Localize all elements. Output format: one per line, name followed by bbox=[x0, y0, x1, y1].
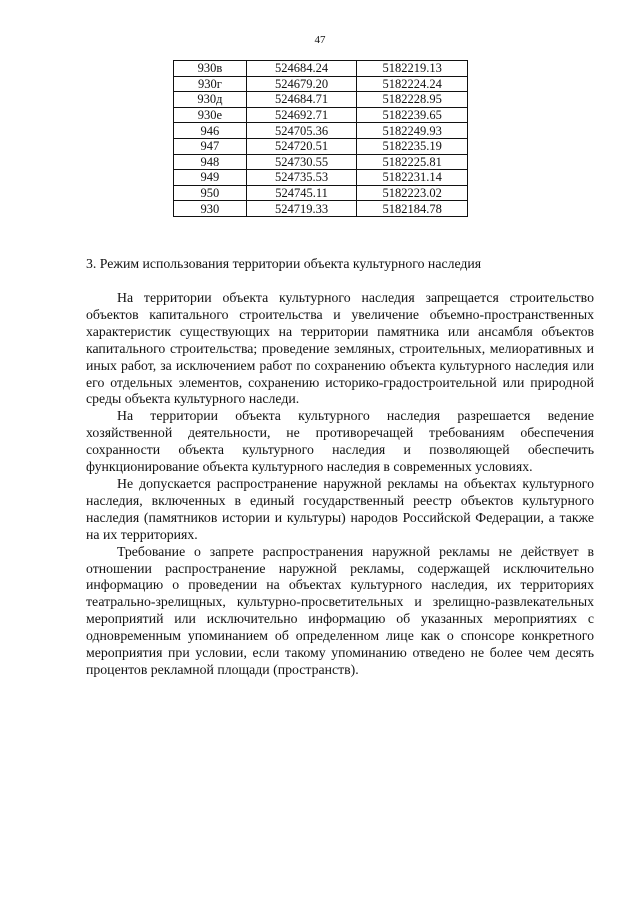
table-row bbox=[174, 107, 468, 123]
y-coordinate-cell: 5182184.78 bbox=[357, 201, 468, 217]
table-row bbox=[174, 92, 468, 108]
x-coordinate-cell: 524684.71 bbox=[246, 92, 357, 108]
x-coordinate-cell: 524730.55 bbox=[246, 154, 357, 170]
paragraph-advertising-ban: Не допускается распространение наружной рекламы на объектах культурного наследия, включенных в единый государственный реестр объектов культурного наследия (памятников истории и культуры) народов Российской Федерации, а также на их территориях. bbox=[86, 475, 594, 542]
point-id-cell: 930в bbox=[174, 61, 247, 77]
x-coordinate-cell: 524735.53 bbox=[246, 170, 357, 186]
y-coordinate-cell: 5182224.24 bbox=[357, 76, 468, 92]
paragraph-permitted-activity: На территории объекта культурного наследия разрешается ведение хозяйственной деятельности, не противоречащей требованиям обеспечения сохранности объекта культурного наследия и позволяющей обеспечить функционирование объекта культурного наследия в современных условиях. bbox=[86, 408, 594, 475]
table-row bbox=[174, 61, 468, 77]
point-id-cell: 946 bbox=[174, 123, 247, 139]
table-row bbox=[174, 154, 468, 170]
table-row bbox=[174, 123, 468, 139]
y-coordinate-cell: 5182223.02 bbox=[357, 185, 468, 201]
x-coordinate-cell: 524684.24 bbox=[246, 61, 357, 77]
table-row bbox=[174, 138, 468, 154]
y-coordinate-cell: 5182225.81 bbox=[357, 154, 468, 170]
point-id-cell: 930г bbox=[174, 76, 247, 92]
y-coordinate-cell: 5182239.65 bbox=[357, 107, 468, 123]
paragraph-advertising-exception: Требование о запрете распространения наружной рекламы не действует в отношении распространение наружной рекламы, содержащей исключительно информацию о проведении на объектах культурного наследия, их территориях театрально-зрелищных, культурно-просветительных и зрелищно-развлекательных мероприятий или исключительно информацию об указанных мероприятиях с одновременным упоминанием об определенном лице как о спонсоре конкретного мероприятия при условии, если такому упоминанию отведено не более чем десять процентов рекламной площади (пространств). bbox=[86, 543, 594, 677]
point-id-cell: 930д bbox=[174, 92, 247, 108]
table-row bbox=[174, 185, 468, 201]
x-coordinate-cell: 524720.51 bbox=[246, 138, 357, 154]
table-row bbox=[174, 170, 468, 186]
section-body bbox=[86, 290, 594, 679]
y-coordinate-cell: 5182219.13 bbox=[357, 61, 468, 77]
point-id-cell: 949 bbox=[174, 170, 247, 186]
paragraph-prohibitions: На территории объекта культурного наследия запрещается строительство объектов капитального строительства и увеличение объемно-пространственных характеристик существующих на территории памятника или ансамбля объектов капитального строительства; проведение земляных, строительных, мелиоративных и иных работ, за исключением работ по сохранению объекта культурного наследия или его отдельных элементов, сохранению историко-градостроительной или природной среды объекта культурного наследи. bbox=[86, 290, 594, 407]
point-id-cell: 950 bbox=[174, 185, 247, 201]
x-coordinate-cell: 524745.11 bbox=[246, 185, 357, 201]
y-coordinate-cell: 5182249.93 bbox=[357, 123, 468, 139]
x-coordinate-cell: 524679.20 bbox=[246, 76, 357, 92]
page-number: 47 bbox=[314, 34, 326, 46]
x-coordinate-cell: 524692.71 bbox=[246, 107, 357, 123]
x-coordinate-cell: 524705.36 bbox=[246, 123, 357, 139]
table-row bbox=[174, 76, 468, 92]
x-coordinate-cell: 524719.33 bbox=[246, 201, 357, 217]
y-coordinate-cell: 5182231.14 bbox=[357, 170, 468, 186]
table-row bbox=[174, 201, 468, 217]
point-id-cell: 948 bbox=[174, 154, 247, 170]
coordinates-table bbox=[173, 60, 468, 217]
y-coordinate-cell: 5182228.95 bbox=[357, 92, 468, 108]
point-id-cell: 947 bbox=[174, 138, 247, 154]
point-id-cell: 930 bbox=[174, 201, 247, 217]
point-id-cell: 930е bbox=[174, 107, 247, 123]
y-coordinate-cell: 5182235.19 bbox=[357, 138, 468, 154]
section-heading: 3. Режим использования территории объекта культурного наследия bbox=[86, 256, 482, 271]
